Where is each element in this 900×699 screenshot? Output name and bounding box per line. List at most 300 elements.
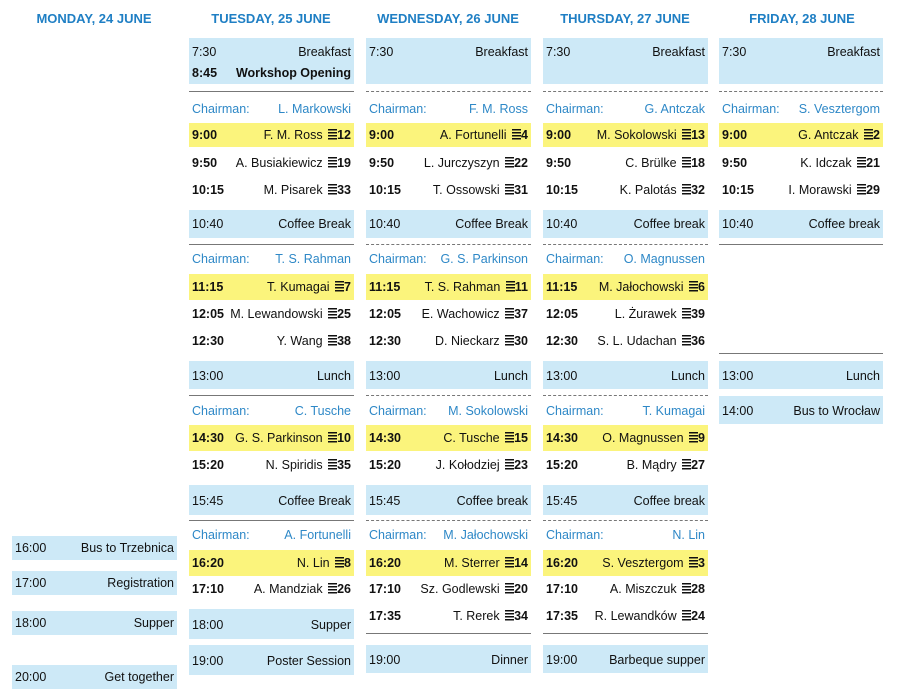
tuesday-lunch	[189, 361, 354, 389]
session-chairman	[543, 526, 708, 544]
event-label: Breakfast	[475, 45, 528, 59]
tuesday-coffee-break	[189, 485, 354, 515]
talk-time: 16:20	[192, 556, 224, 570]
friday-breakfast-event	[719, 38, 883, 84]
event-label: Poster Session	[266, 654, 351, 668]
document-icon	[328, 129, 337, 140]
talk-speaker: O. Magnussen	[602, 431, 684, 445]
talk-number: 38	[337, 334, 351, 348]
talk-number: 4	[521, 128, 528, 142]
talk-speaker: B. Mądry	[626, 458, 677, 472]
event-label: Lunch	[670, 369, 705, 383]
talk-time: 10:15	[192, 183, 224, 197]
event-label: Supper	[310, 618, 351, 632]
thursday-coffee-break	[543, 210, 708, 238]
event-time: 14:00	[722, 404, 754, 418]
talk-number: 22	[514, 156, 528, 170]
talk-time: 9:50	[369, 156, 395, 170]
talk-time: 9:50	[722, 156, 748, 170]
event-label: Coffee break	[808, 217, 880, 231]
talk-number: 10	[337, 431, 351, 445]
talk-speaker: L. Żurawek	[614, 307, 677, 321]
talk-number: 20	[514, 582, 528, 596]
talk-speaker: A. Fortunelli	[439, 128, 507, 142]
section-divider	[189, 395, 354, 396]
session-chairman	[189, 250, 354, 268]
talk-time: 16:20	[546, 556, 578, 570]
talk-speaker: L. Jurczyszyn	[423, 156, 500, 170]
chairman-name: M. Sokolowski	[448, 404, 528, 418]
talk-time: 10:15	[546, 183, 578, 197]
day-header-tuesday: TUESDAY, 25 JUNE	[211, 11, 331, 26]
chairman-name: G. S. Parkinson	[440, 252, 528, 266]
document-icon	[505, 557, 514, 568]
document-icon	[328, 157, 337, 168]
chairman-label: Chairman:	[546, 102, 604, 116]
talk-speaker: E. Wachowicz	[421, 307, 500, 321]
talk-speaker: N. Lin	[296, 556, 330, 570]
day-header-friday: FRIDAY, 28 JUNE	[749, 11, 855, 26]
event-time: 18:00	[15, 616, 47, 630]
chairman-name: T. S. Rahman	[275, 252, 351, 266]
chairman-name: O. Magnussen	[623, 252, 705, 266]
talk-number: 18	[691, 156, 705, 170]
document-icon	[328, 184, 337, 195]
event-time: 13:00	[722, 369, 754, 383]
event-time: 16:00	[15, 541, 47, 555]
section-divider	[719, 353, 883, 354]
highlighted-talk	[543, 123, 708, 147]
talk-speaker: M. Lewandowski	[230, 307, 323, 321]
talk-speaker: N. Spiridis	[265, 458, 323, 472]
talk-time: 10:15	[722, 183, 754, 197]
talk-time: 14:30	[546, 431, 578, 445]
highlighted-talk	[189, 425, 354, 451]
document-icon	[689, 557, 698, 568]
highlighted-talk	[189, 550, 354, 576]
event-time: 19:00	[192, 654, 224, 668]
talk-row	[366, 456, 531, 474]
document-icon	[682, 335, 691, 346]
talk-time: 9:50	[546, 156, 572, 170]
section-divider	[189, 91, 354, 92]
highlighted-talk	[543, 274, 708, 300]
chairman-name: A. Fortunelli	[284, 528, 351, 542]
event-time: 15:45	[546, 494, 578, 508]
document-icon	[506, 281, 515, 292]
talk-number: 33	[337, 183, 351, 197]
event-time: 10:40	[369, 217, 401, 231]
tuesday-supper	[189, 609, 354, 639]
section-divider	[543, 91, 708, 92]
talk-row	[189, 181, 354, 199]
talk-speaker: I. Morawski	[788, 183, 852, 197]
highlighted-talk	[189, 123, 354, 147]
highlighted-talk	[719, 123, 883, 147]
talk-speaker: Sz. Godlewski	[420, 582, 500, 596]
event-label: Coffee Break	[278, 494, 351, 508]
event-label: Bus to Wrocław	[793, 404, 880, 418]
section-divider	[189, 244, 354, 245]
talk-row	[366, 607, 531, 625]
talk-row	[366, 181, 531, 199]
event-label: Get together	[104, 670, 174, 684]
talk-row	[543, 305, 708, 323]
document-icon	[505, 432, 514, 443]
event-time: 18:00	[192, 618, 224, 632]
chairman-label: Chairman:	[722, 102, 780, 116]
event-label: Lunch	[845, 369, 880, 383]
chairman-name: F. M. Ross	[468, 102, 528, 116]
document-icon	[328, 459, 337, 470]
session-chairman	[719, 100, 883, 118]
chairman-label: Chairman:	[369, 404, 427, 418]
talk-speaker: A. Busiakiewicz	[235, 156, 323, 170]
chairman-label: Chairman:	[369, 528, 427, 542]
highlighted-talk	[189, 274, 354, 300]
talk-time: 15:20	[369, 458, 401, 472]
event-label: Coffee Break	[278, 217, 351, 231]
talk-time: 9:00	[192, 128, 218, 142]
talk-time: 16:20	[369, 556, 401, 570]
event-time: 10:40	[192, 217, 224, 231]
talk-speaker: F. M. Ross	[263, 128, 323, 142]
day-header-monday: MONDAY, 24 JUNE	[36, 11, 152, 26]
talk-number: 36	[691, 334, 705, 348]
talk-time: 14:30	[369, 431, 401, 445]
event-label: Coffee break	[633, 494, 705, 508]
document-icon	[682, 308, 691, 319]
talk-number: 21	[866, 156, 880, 170]
event-time: 19:00	[546, 653, 578, 667]
session-chairman	[189, 402, 354, 420]
wednesday-breakfast-event	[366, 38, 531, 84]
event-time: 7:30	[722, 45, 747, 59]
event-time: 7:30	[546, 45, 571, 59]
event-label: Coffee Break	[455, 217, 528, 231]
talk-row	[189, 580, 354, 598]
talk-number: 35	[337, 458, 351, 472]
talk-number: 26	[337, 582, 351, 596]
talk-speaker: G. S. Parkinson	[235, 431, 323, 445]
talk-number: 28	[691, 582, 705, 596]
chairman-label: Chairman:	[546, 404, 604, 418]
talk-number: 7	[344, 280, 351, 294]
event-label: Bus to Trzebnica	[80, 541, 174, 555]
section-divider	[189, 520, 354, 521]
talk-speaker: S. Vesztergom	[602, 556, 684, 570]
talk-speaker: T. Rerek	[453, 609, 500, 623]
talk-speaker: D. Nieckarz	[435, 334, 500, 348]
highlighted-talk	[543, 425, 708, 451]
thursday-barbeque-supper	[543, 645, 708, 673]
talk-number: 39	[691, 307, 705, 321]
document-icon	[335, 557, 344, 568]
event-time: 17:00	[15, 576, 47, 590]
tuesday-poster-session	[189, 645, 354, 675]
talk-speaker: G. Antczak	[798, 128, 859, 142]
document-icon	[682, 459, 691, 470]
event-label: Lunch	[493, 369, 528, 383]
talk-row	[719, 154, 883, 172]
talk-speaker: M. Jałochowski	[598, 280, 684, 294]
talk-row	[543, 332, 708, 350]
chairman-name: M. Jałochowski	[443, 528, 528, 542]
document-icon	[328, 308, 337, 319]
chairman-label: Chairman:	[546, 252, 604, 266]
document-icon	[505, 459, 514, 470]
chairman-name: G. Antczak	[644, 102, 705, 116]
talk-time: 17:35	[369, 609, 401, 623]
talk-row	[366, 332, 531, 350]
talk-time: 9:00	[369, 128, 395, 142]
event-time: 10:40	[546, 217, 578, 231]
event-label: Coffee break	[456, 494, 528, 508]
talk-speaker: A. Mandziak	[253, 582, 323, 596]
day-header-wednesday: WEDNESDAY, 26 JUNE	[377, 11, 519, 26]
monday-supper-event	[12, 611, 177, 635]
talk-time: 12:05	[369, 307, 401, 321]
section-divider	[719, 244, 883, 245]
talk-time: 14:30	[192, 431, 224, 445]
chairman-label: Chairman:	[192, 252, 250, 266]
friday-lunch	[719, 361, 883, 389]
chairman-label: Chairman:	[192, 102, 250, 116]
wednesday-lunch	[366, 361, 531, 389]
event-time: 20:00	[15, 670, 47, 684]
thursday-lunch	[543, 361, 708, 389]
talk-number: 24	[691, 609, 705, 623]
section-divider	[543, 244, 708, 245]
talk-speaker: Y. Wang	[276, 334, 323, 348]
tuesday-breakfast-event	[189, 38, 354, 84]
talk-number: 34	[514, 609, 528, 623]
section-divider	[366, 244, 531, 245]
document-icon	[512, 129, 521, 140]
session-chairman	[543, 402, 708, 420]
talk-number: 32	[691, 183, 705, 197]
friday-bus-event	[719, 396, 883, 424]
section-divider	[543, 395, 708, 396]
session-chairman	[189, 100, 354, 118]
talk-number: 9	[698, 431, 705, 445]
talk-speaker: M. Sokolowski	[596, 128, 677, 142]
event-time: 7:30	[369, 45, 394, 59]
event-time: 8:45	[192, 66, 218, 80]
event-label: Breakfast	[652, 45, 705, 59]
talk-row	[366, 305, 531, 323]
highlighted-talk	[366, 123, 531, 147]
event-time: 19:00	[369, 653, 401, 667]
talk-speaker: R. Lewandków	[594, 609, 677, 623]
chairman-name: T. Kumagai	[642, 404, 705, 418]
talk-speaker: C. Brülke	[625, 156, 677, 170]
talk-time: 12:30	[369, 334, 401, 348]
talk-time: 12:30	[546, 334, 578, 348]
talk-row	[189, 332, 354, 350]
talk-row	[189, 154, 354, 172]
thursday-coffee-break	[543, 485, 708, 515]
highlighted-talk	[366, 274, 531, 300]
talk-number: 2	[873, 128, 880, 142]
talk-speaker: T. S. Rahman	[424, 280, 501, 294]
talk-row	[543, 181, 708, 199]
talk-speaker: M. Sterrer	[444, 556, 500, 570]
talk-time: 17:10	[192, 582, 224, 596]
talk-row	[543, 456, 708, 474]
document-icon	[689, 281, 698, 292]
talk-number: 23	[514, 458, 528, 472]
talk-number: 14	[514, 556, 528, 570]
talk-number: 12	[337, 128, 351, 142]
event-time: 15:45	[192, 494, 224, 508]
talk-time: 9:00	[722, 128, 748, 142]
talk-time: 11:15	[192, 280, 224, 294]
document-icon	[682, 610, 691, 621]
section-divider	[366, 395, 531, 396]
talk-row	[543, 580, 708, 598]
event-time: 13:00	[192, 369, 224, 383]
document-icon	[505, 308, 514, 319]
event-time: 13:00	[369, 369, 401, 383]
wednesday-coffee-break	[366, 485, 531, 515]
chairman-name: C. Tusche	[294, 404, 351, 418]
talk-row	[189, 305, 354, 323]
section-divider	[366, 91, 531, 92]
talk-speaker: K. Palotás	[619, 183, 677, 197]
event-time: 7:30	[192, 45, 217, 59]
tuesday-coffee-break	[189, 210, 354, 238]
chairman-label: Chairman:	[369, 252, 427, 266]
session-chairman	[366, 402, 531, 420]
talk-time: 11:15	[546, 280, 578, 294]
highlighted-talk	[366, 550, 531, 576]
monday-registration-event	[12, 571, 177, 595]
chairman-label: Chairman:	[192, 528, 250, 542]
event-label: Breakfast	[827, 45, 880, 59]
talk-speaker: T. Kumagai	[267, 280, 330, 294]
talk-speaker: J. Kołodziej	[435, 458, 500, 472]
talk-speaker: S. L. Udachan	[597, 334, 677, 348]
event-time: 15:45	[369, 494, 401, 508]
session-chairman	[366, 526, 531, 544]
event-label: Workshop Opening	[235, 66, 351, 80]
document-icon	[328, 583, 337, 594]
monday-bus-event	[12, 536, 177, 560]
document-icon	[328, 432, 337, 443]
event-label: Dinner	[491, 653, 528, 667]
talk-row	[543, 607, 708, 625]
talk-time: 17:10	[546, 582, 578, 596]
document-icon	[328, 335, 337, 346]
highlighted-talk	[366, 425, 531, 451]
talk-row	[719, 181, 883, 199]
document-icon	[682, 583, 691, 594]
talk-number: 3	[698, 556, 705, 570]
chairman-label: Chairman:	[369, 102, 427, 116]
talk-row	[366, 580, 531, 598]
talk-speaker: M. Pisarek	[263, 183, 323, 197]
session-chairman	[366, 250, 531, 268]
chairman-label: Chairman:	[546, 528, 604, 542]
talk-number: 27	[691, 458, 705, 472]
talk-number: 11	[514, 280, 528, 294]
document-icon	[682, 157, 691, 168]
event-time: 13:00	[546, 369, 578, 383]
talk-time: 15:20	[192, 458, 224, 472]
document-icon	[505, 157, 514, 168]
talk-time: 17:35	[546, 609, 578, 623]
document-icon	[689, 432, 698, 443]
talk-row	[189, 456, 354, 474]
event-label: Lunch	[316, 369, 351, 383]
session-chairman	[366, 100, 531, 118]
document-icon	[864, 129, 873, 140]
talk-number: 13	[691, 128, 705, 142]
chairman-name: N. Lin	[672, 528, 705, 542]
talk-number: 37	[514, 307, 528, 321]
monday-get-together-event	[12, 665, 177, 689]
talk-speaker: K. Idczak	[800, 156, 852, 170]
event-label: Barbeque supper	[609, 653, 705, 667]
talk-time: 12:05	[192, 307, 224, 321]
talk-number: 30	[514, 334, 528, 348]
document-icon	[335, 281, 344, 292]
talk-row	[366, 154, 531, 172]
talk-number: 19	[337, 156, 351, 170]
talk-number: 8	[344, 556, 351, 570]
section-divider	[366, 633, 531, 634]
document-icon	[505, 184, 514, 195]
talk-time: 11:15	[369, 280, 401, 294]
session-chairman	[543, 250, 708, 268]
talk-time: 10:15	[369, 183, 401, 197]
chairman-name: S. Vesztergom	[798, 102, 880, 116]
session-chairman	[543, 100, 708, 118]
document-icon	[505, 335, 514, 346]
talk-number: 29	[866, 183, 880, 197]
document-icon	[857, 184, 866, 195]
talk-row	[543, 154, 708, 172]
talk-speaker: A. Miszczuk	[609, 582, 677, 596]
talk-time: 12:30	[192, 334, 224, 348]
document-icon	[505, 610, 514, 621]
talk-time: 17:10	[369, 582, 401, 596]
chairman-name: L. Markowski	[278, 102, 351, 116]
event-time: 10:40	[722, 217, 754, 231]
thursday-breakfast-event	[543, 38, 708, 84]
talk-number: 15	[514, 431, 528, 445]
talk-speaker: T. Ossowski	[432, 183, 500, 197]
talk-time: 9:50	[192, 156, 218, 170]
section-divider	[543, 633, 708, 634]
section-divider	[719, 91, 883, 92]
event-label: Breakfast	[298, 45, 351, 59]
document-icon	[505, 583, 514, 594]
section-divider	[543, 520, 708, 521]
talk-number: 25	[337, 307, 351, 321]
session-chairman	[189, 526, 354, 544]
day-header-thursday: THURSDAY, 27 JUNE	[560, 11, 690, 26]
talk-time: 12:05	[546, 307, 578, 321]
event-label: Supper	[133, 616, 174, 630]
talk-speaker: C. Tusche	[443, 431, 500, 445]
highlighted-talk	[543, 550, 708, 576]
chairman-label: Chairman:	[192, 404, 250, 418]
talk-number: 31	[514, 183, 528, 197]
document-icon	[682, 184, 691, 195]
talk-time: 9:00	[546, 128, 572, 142]
